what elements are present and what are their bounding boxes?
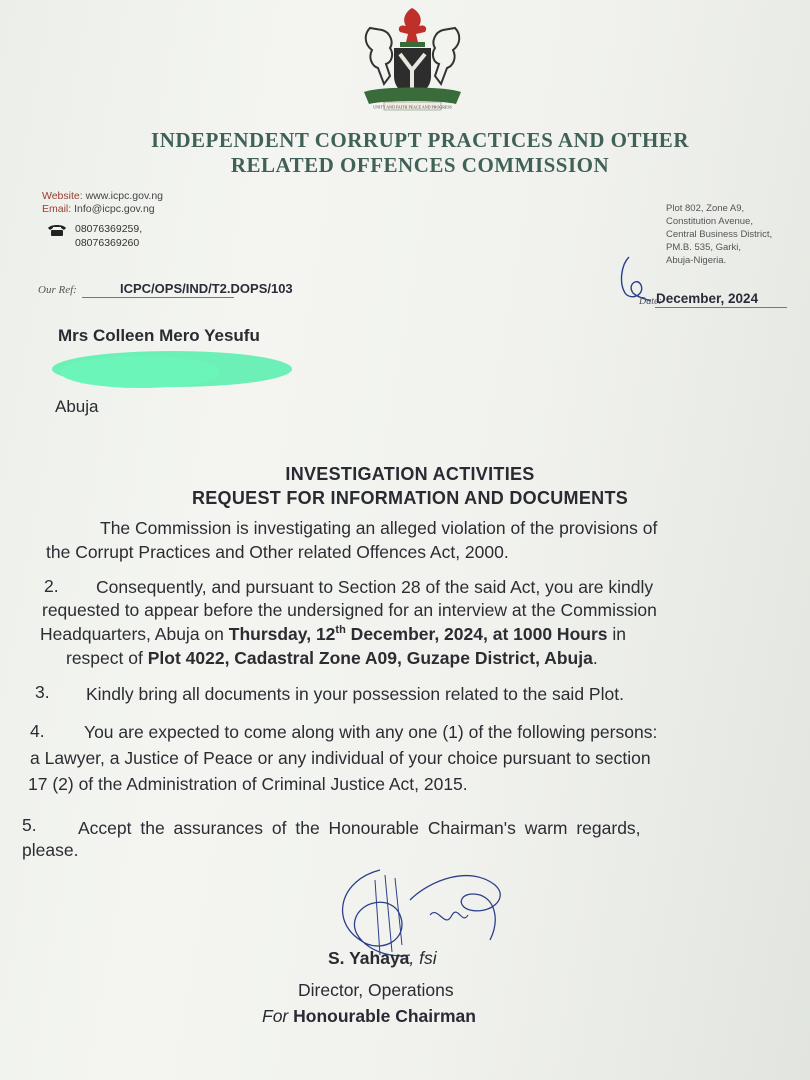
paragraph-5-line-2: please. (22, 840, 79, 860)
paragraph-2-line-2: requested to appear before the undersigned for an interview at the Commission (42, 600, 657, 620)
paragraph-2-line-3 (40, 624, 626, 645)
reference-label: Our Ref: (38, 284, 77, 296)
paragraph-1-line-2: the Corrupt Practices and Other related Offences Act, 2000. (46, 542, 509, 562)
text: in (607, 624, 626, 644)
date-underline (655, 307, 787, 308)
coat-of-arms-icon (350, 6, 475, 114)
contact-block (42, 190, 163, 216)
address-line: Plot 802, Zone A9, (666, 203, 745, 214)
text: . (592, 648, 598, 668)
paragraph-3-text: Kindly bring all documents in your possession related to the said Plot. (86, 684, 624, 704)
reference-underline (82, 297, 234, 298)
paragraph-5-line-1: Accept the assurances of the Honourable Chairman's warm regards, (78, 818, 641, 838)
subject-line-1: INVESTIGATION ACTIVITIES (285, 464, 535, 484)
address-line: Central Business District, (666, 229, 773, 240)
phone-2: 08076369260 (75, 237, 140, 249)
paragraph-2-line-1: Consequently, and pursuant to Section 28 of the said Act, you are kindly (96, 577, 654, 597)
text: Headquarters, Abuja on (40, 624, 229, 644)
text: respect of (66, 648, 148, 668)
website-label: Website: (42, 190, 83, 202)
paragraph-4-line-3: 17 (2) of the Administration of Criminal Justice Act, 2015. (28, 774, 468, 794)
signer-capacity (262, 1006, 476, 1027)
plot-description: Plot 4022, Cadastral Zone A09, Guzape District, Abuja (147, 648, 593, 668)
ordinal-suffix: th (335, 624, 346, 637)
addressee-city: Abuja (55, 397, 99, 416)
paragraph-4-line-2: a Lawyer, a Justice of Peace or any individual of your choice pursuant to section (30, 748, 651, 768)
website: www.icpc.gov.ng (85, 190, 164, 202)
for-prefix: For (262, 1006, 294, 1026)
signer-title: Director, Operations (298, 980, 454, 1000)
telephone-icon (46, 223, 68, 237)
date-label: Date: (639, 296, 662, 307)
paragraph-2-number: 2. (44, 576, 59, 596)
paragraph-5-number: 5. (22, 815, 37, 835)
address-line: Abuja-Nigeria. (666, 255, 727, 266)
appointment-time: December, 2024, at 1000 Hours (345, 624, 608, 644)
paragraph-3-number: 3. (35, 682, 50, 702)
letter-date: December, 2024 (656, 291, 759, 306)
svg-text:UNITY AND FAITH PEACE AND PROG: UNITY AND FAITH PEACE AND PROGRESS (373, 104, 452, 110)
address-line: PM.B. 535, Garki, (666, 242, 741, 253)
paragraph-2-line-4 (66, 648, 598, 669)
reference-number: ICPC/OPS/IND/T2.DOPS/103 (120, 281, 293, 296)
appointment-day: Thursday, 12 (228, 624, 336, 644)
redaction-mark (50, 348, 295, 390)
agency-name-line1: INDEPENDENT CORRUPT PRACTICES AND OTHER (151, 128, 689, 152)
signer-suffix: , fsi (409, 948, 437, 968)
signer-name: S. Yahaya (328, 948, 410, 968)
phone-1: 08076369259, (75, 223, 143, 235)
email: Info@icpc.gov.ng (74, 203, 155, 215)
subject-line-2: REQUEST FOR INFORMATION AND DOCUMENTS (191, 488, 629, 508)
phone-numbers (75, 222, 142, 250)
office-address (666, 202, 772, 267)
paragraph-1-line-1: The Commission is investigating an alleged violation of the provisions of (100, 518, 658, 538)
paragraph-4-line-1: You are expected to come along with any one (1) of the following persons: (84, 722, 658, 742)
addressee-name: Mrs Colleen Mero Yesufu (58, 326, 260, 345)
email-label: Email: (42, 203, 72, 215)
paragraph-4-number: 4. (30, 721, 45, 741)
agency-name-line2: RELATED OFFENCES COMMISSION (230, 153, 610, 177)
signer-name-line (328, 948, 437, 969)
address-line: Constitution Avenue, (666, 216, 753, 227)
for-office: Honourable Chairman (293, 1006, 476, 1026)
